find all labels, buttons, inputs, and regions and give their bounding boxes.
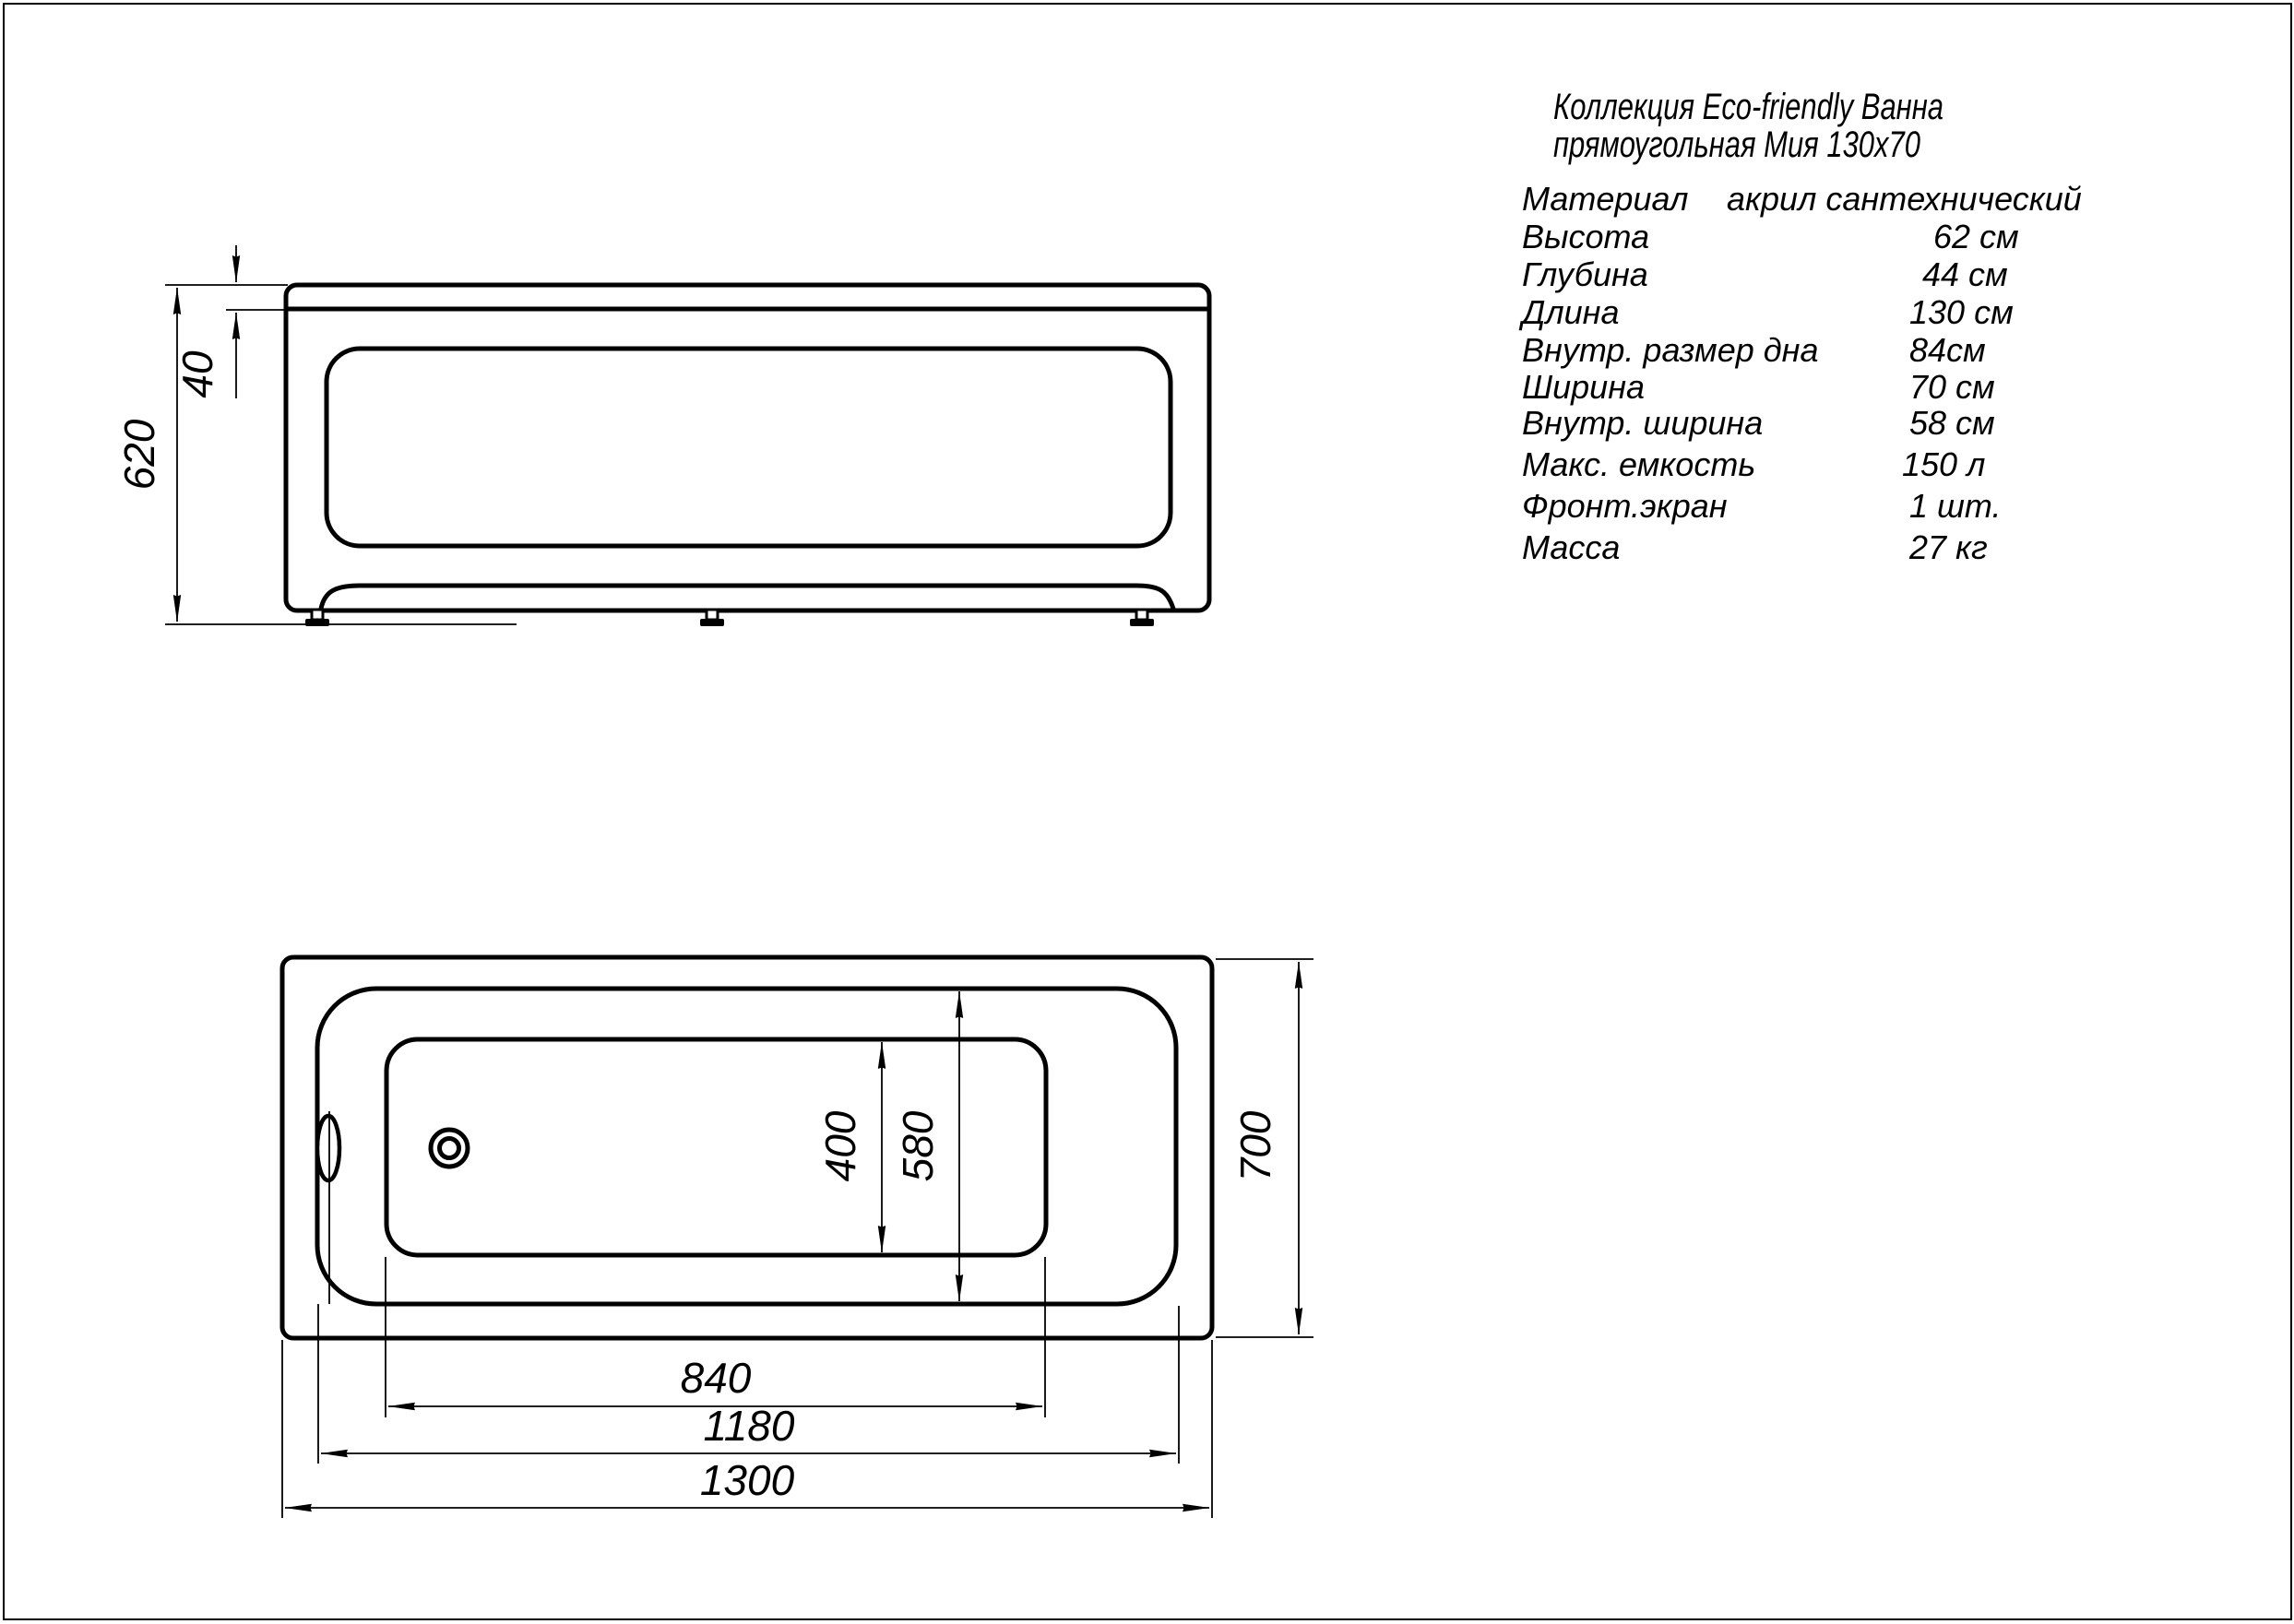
- spec-row-label: Масса: [1522, 528, 1621, 566]
- spec-row-value: 44 см: [1922, 255, 2008, 293]
- foot-stem: [1136, 610, 1147, 620]
- spec-row-label: Фронт.экран: [1522, 487, 1728, 525]
- product-title-line2: прямоугольная Мия 130x70: [1553, 124, 1920, 165]
- spec-panel: [1518, 87, 2082, 566]
- dim-front-rim: [173, 245, 236, 398]
- dim-label: 1180: [703, 1402, 795, 1450]
- dim-label: 620: [115, 419, 163, 491]
- top-outer-outline: [282, 957, 1212, 1338]
- dim-overall-length: [285, 1456, 1209, 1508]
- spec-row-label: Ширина: [1522, 368, 1646, 406]
- spec-row-label: Материал: [1522, 180, 1689, 218]
- spec-row-label: Внутр. ширина: [1522, 404, 1764, 442]
- spec-row-value: 84см: [1909, 331, 1986, 369]
- product-title-line1: Коллекция Eco-friendly Ванна: [1553, 87, 1943, 127]
- spec-row-label: Глубина: [1522, 255, 1648, 293]
- dim-label: 580: [894, 1110, 942, 1182]
- drain-outer-circle: [431, 1130, 468, 1167]
- dim-overall-width: [1216, 959, 1313, 1337]
- spec-row-value: 70 см: [1909, 368, 1995, 406]
- spec-row-label: Внутр. размер дна: [1522, 331, 1819, 369]
- drain-inner-circle: [440, 1139, 459, 1158]
- foot-pad: [700, 619, 724, 626]
- top-view: [282, 957, 1313, 1518]
- drain: [431, 1130, 468, 1167]
- spec-row-value: 27 кг: [1909, 528, 1988, 566]
- foot-stem: [707, 610, 718, 620]
- front-apron-line: [321, 586, 1173, 609]
- spec-row-value: акрил сантехнический: [1727, 180, 2082, 218]
- spec-table: [1518, 180, 2082, 566]
- spec-row-value: 150 л: [1902, 445, 1986, 483]
- spec-row-value: 62 см: [1933, 218, 2019, 255]
- foot-stem: [312, 610, 323, 620]
- spec-row-value: 130 см: [1909, 293, 2014, 331]
- overflow-outline: [317, 1116, 339, 1180]
- foot-pad: [1130, 619, 1154, 626]
- spec-row-label: Макс. емкость: [1522, 445, 1756, 483]
- dim-label: 40: [173, 350, 221, 398]
- spec-row-value: 58 см: [1909, 404, 1995, 442]
- dim-floor-width: [816, 1042, 882, 1252]
- dim-label: 1300: [699, 1456, 795, 1504]
- dim-label: 400: [816, 1110, 864, 1182]
- dim-front-height: [115, 288, 177, 622]
- dim-floor-length: [388, 1354, 1042, 1406]
- front-view: [115, 245, 1209, 626]
- top-floor-outline: [386, 1039, 1046, 1255]
- spec-row-value: 1 шт.: [1909, 487, 2002, 525]
- spec-row-label: Длина: [1522, 293, 1620, 331]
- dim-label: 700: [1231, 1110, 1279, 1182]
- front-outer-outline: [286, 285, 1209, 610]
- dim-label: 840: [680, 1354, 752, 1402]
- dim-rim-length: [321, 1402, 1176, 1453]
- front-panel-outline: [327, 349, 1171, 546]
- spec-row-label: Высота: [1522, 218, 1650, 255]
